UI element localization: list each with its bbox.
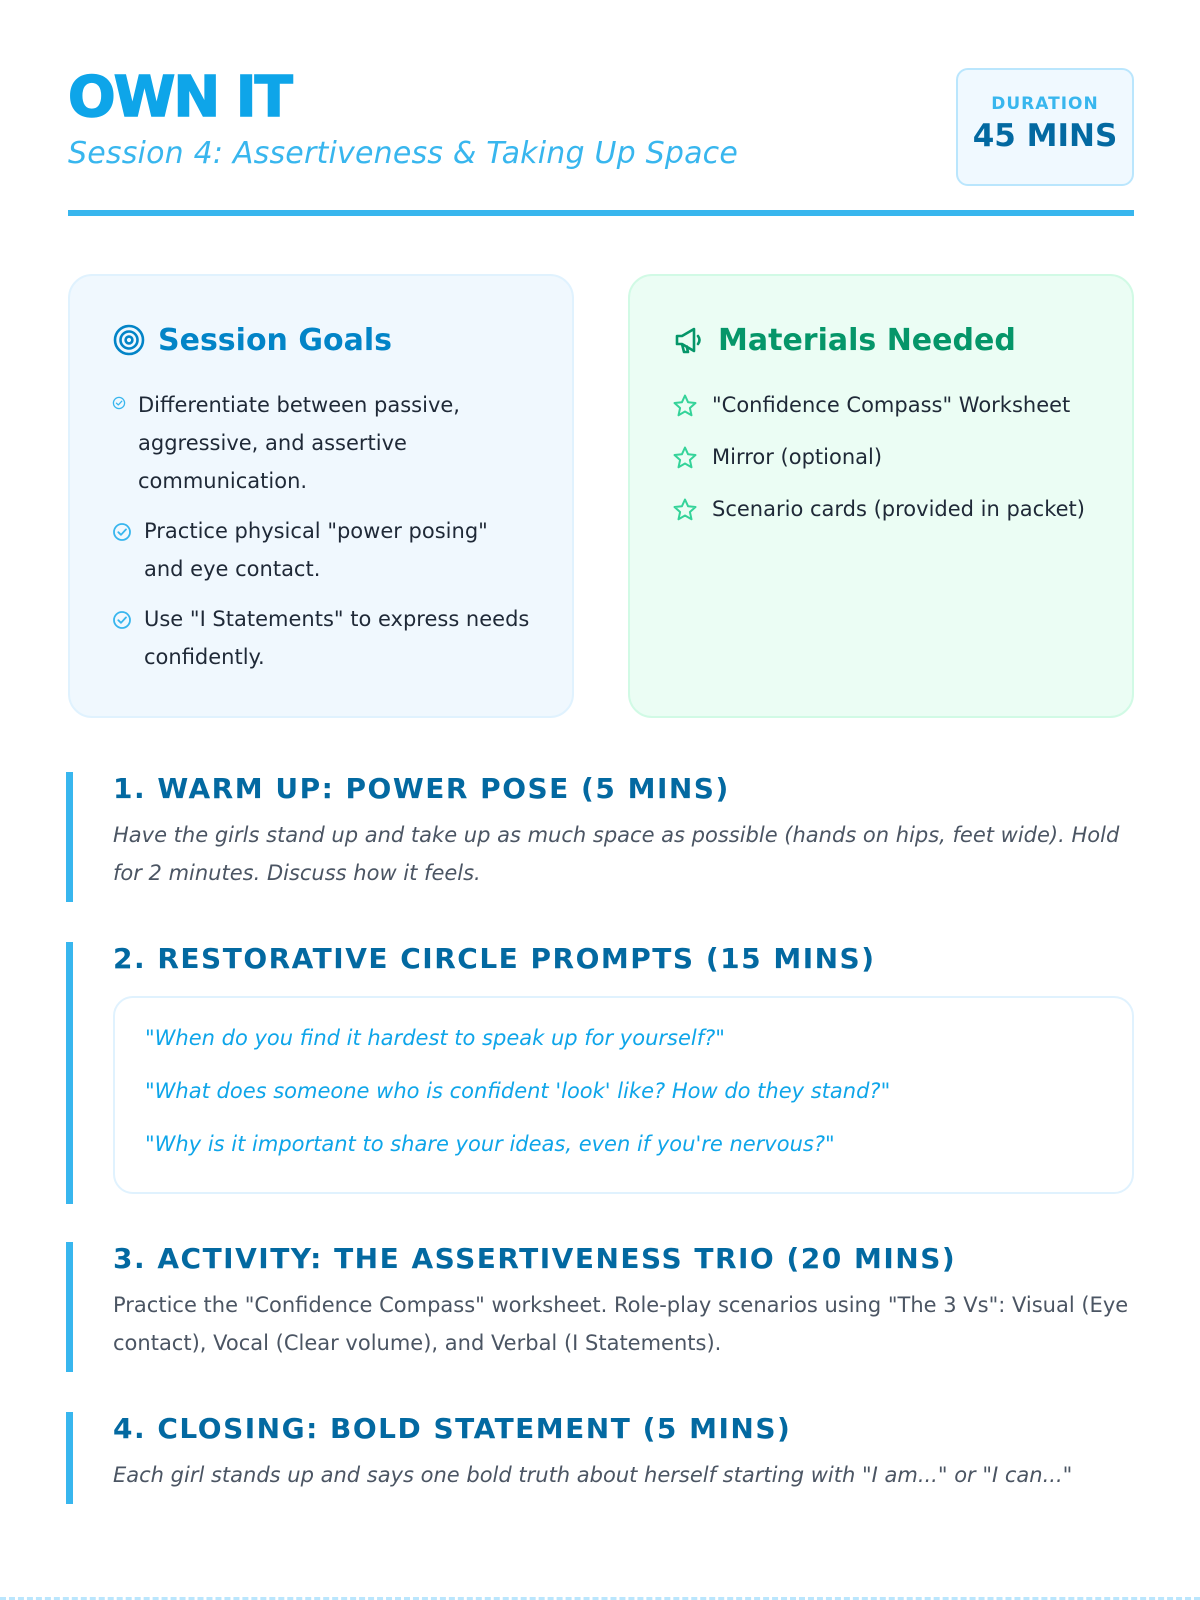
goal-text: Practice physical "power posing" and eye contact.	[144, 519, 488, 581]
prompt-text: "Why is it important to share your ideas, even if you're nervous?"	[145, 1131, 835, 1156]
info-cards	[68, 274, 1134, 718]
session-subtitle: Session 4: Assertiveness & Taking Up Space	[68, 136, 739, 171]
goal-text: Differentiate between passive, aggressive, and assertive communication.	[138, 393, 460, 493]
material-text: Scenario cards (provided in packet)	[712, 497, 1085, 521]
list-item	[112, 386, 532, 500]
star-icon	[672, 393, 698, 419]
section-activity	[66, 1242, 1134, 1372]
section-body: Each girl stands up and says one bold truth about herself starting with "I am..." or "I can..."	[113, 1462, 1073, 1487]
materials-needed-card	[628, 274, 1134, 718]
goals-list	[112, 386, 532, 676]
session-goals-title: Session Goals	[158, 322, 392, 358]
star-icon	[672, 497, 698, 523]
session-goals-heading	[112, 320, 532, 360]
materials-heading	[672, 320, 1092, 360]
section-title: 3. ACTIVITY: THE ASSERTIVENESS TRIO (20 MINS)	[113, 1242, 957, 1275]
megaphone-icon	[672, 323, 706, 357]
prompts-box	[113, 996, 1134, 1194]
section-circle-prompts	[66, 942, 1134, 1204]
header	[68, 66, 1134, 216]
section-closing	[66, 1412, 1134, 1504]
star-icon	[672, 445, 698, 471]
section-body: Practice the "Confidence Compass" worksheet. Role-play scenarios using "The 3 Vs": Visual (Eye contact), Vocal (Clear volume), and Verbal (I Statements).	[113, 1292, 1129, 1355]
section-title: 4. CLOSING: BOLD STATEMENT (5 MINS)	[113, 1412, 792, 1445]
section-warm-up	[66, 772, 1134, 902]
goal-text: Use "I Statements" to express needs confidently.	[144, 607, 530, 669]
materials-list	[672, 386, 1092, 528]
prompt-text: "What does someone who is confident 'look' like? How do they stand?"	[145, 1078, 891, 1103]
session-goals-card	[68, 274, 574, 718]
materials-title: Materials Needed	[718, 322, 1016, 358]
check-circle-icon	[112, 610, 132, 630]
target-icon	[112, 323, 146, 357]
list-item	[672, 386, 1092, 424]
prompt-text: "When do you find it hardest to speak up for yourself?"	[145, 1025, 725, 1050]
check-circle-icon	[112, 522, 132, 542]
list-item	[672, 438, 1092, 476]
list-item	[672, 490, 1092, 528]
check-circle-icon	[112, 396, 126, 410]
duration-label: DURATION	[991, 94, 1099, 114]
section-body: Have the girls stand up and take up as much space as possible (hands on hips, feet wide). Hold for 2 minutes. Discuss how it feels.	[113, 822, 1120, 885]
material-text: "Confidence Compass" Worksheet	[712, 393, 1071, 417]
section-title: 2. RESTORATIVE CIRCLE PROMPTS (15 MINS)	[113, 942, 876, 975]
duration-value: 45 MINS	[972, 118, 1118, 154]
list-item	[112, 600, 532, 676]
duration-badge	[956, 68, 1134, 186]
section-title: 1. WARM UP: POWER POSE (5 MINS)	[113, 772, 730, 805]
material-text: Mirror (optional)	[712, 445, 883, 469]
list-item	[112, 512, 532, 588]
brand-title: OWN IT	[68, 65, 291, 130]
